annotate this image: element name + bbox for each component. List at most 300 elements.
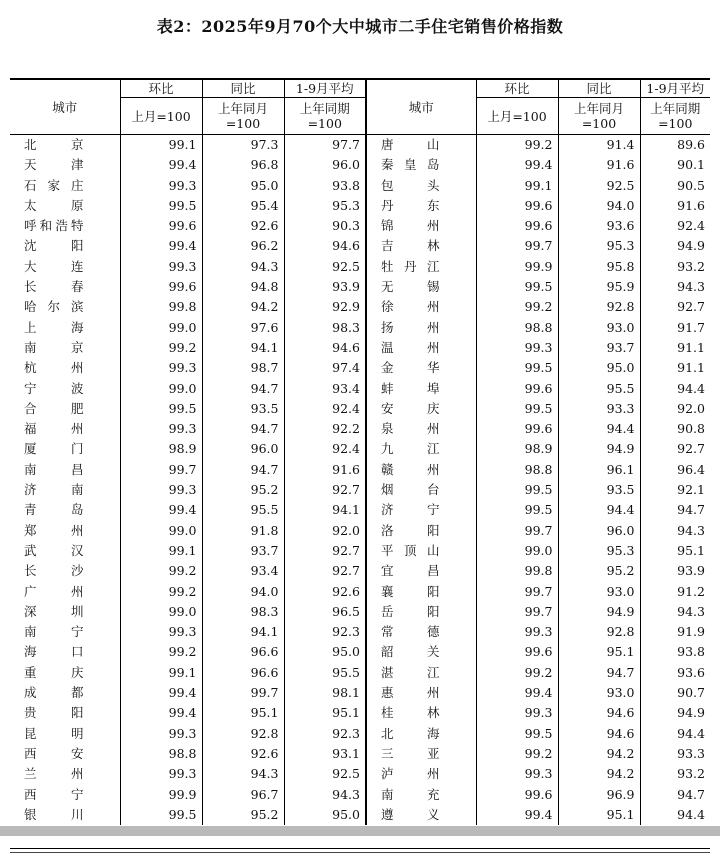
mom-value-left: 98.8 xyxy=(120,744,202,764)
yoy-value-left: 94.3 xyxy=(202,257,284,277)
yoy-value-right: 95.2 xyxy=(558,561,640,581)
avg-value-right: 96.4 xyxy=(640,460,710,480)
mom-value-left: 99.3 xyxy=(120,358,202,378)
table-header xyxy=(10,79,710,135)
mom-value-right: 99.3 xyxy=(476,338,558,358)
mom-value-left: 99.2 xyxy=(120,642,202,662)
avg-value-left: 90.3 xyxy=(284,216,366,236)
yoy-value-right: 93.3 xyxy=(558,399,640,419)
avg-value-right: 93.9 xyxy=(640,561,710,581)
yoy-value-right: 93.5 xyxy=(558,480,640,500)
table-body xyxy=(10,135,710,826)
table-row xyxy=(10,257,710,277)
table-row xyxy=(10,460,710,480)
mom-value-right: 99.6 xyxy=(476,196,558,216)
yoy-value-left: 95.2 xyxy=(202,805,284,825)
city-name-left: 太原 xyxy=(24,197,84,213)
avg-value-left: 92.4 xyxy=(284,439,366,459)
avg-value-right: 90.1 xyxy=(640,155,710,175)
avg-value-left: 94.1 xyxy=(284,500,366,520)
header-city-left: 城市 xyxy=(10,79,120,135)
city-name-right: 平顶山 xyxy=(366,541,476,561)
mom-value-left: 99.3 xyxy=(120,724,202,744)
yoy-value-left: 97.6 xyxy=(202,318,284,338)
mom-value-left: 99.1 xyxy=(120,663,202,683)
avg-value-left: 93.8 xyxy=(284,176,366,196)
table-title: 表2：2025年9月70个大中城市二手住宅销售价格指数 xyxy=(156,17,564,36)
mom-value-right: 99.6 xyxy=(476,379,558,399)
mom-value-left: 99.0 xyxy=(120,379,202,399)
yoy-value-right: 96.9 xyxy=(558,785,640,805)
city-name-left: 西安 xyxy=(24,745,84,761)
avg-value-left: 92.7 xyxy=(284,480,366,500)
mom-value-right: 99.2 xyxy=(476,135,558,156)
yoy-value-left: 98.7 xyxy=(202,358,284,378)
mom-value-left: 99.7 xyxy=(120,460,202,480)
yoy-value-right: 94.9 xyxy=(558,602,640,622)
yoy-value-left: 96.8 xyxy=(202,155,284,175)
yoy-value-right: 94.2 xyxy=(558,764,640,784)
yoy-value-left: 93.7 xyxy=(202,541,284,561)
city-name-left: 哈尔滨 xyxy=(24,299,84,315)
city-name-left: 长春 xyxy=(24,279,84,295)
city-name-right: 牡丹江 xyxy=(366,257,476,277)
yoy-value-right: 94.4 xyxy=(558,500,640,520)
mom-value-left: 99.5 xyxy=(120,196,202,216)
city-name-left: 深圳 xyxy=(24,603,84,619)
city-name-left: 兰州 xyxy=(24,766,84,782)
city-name-right: 济宁 xyxy=(366,500,476,520)
mom-value-left: 99.0 xyxy=(120,318,202,338)
city-name-right: 南充 xyxy=(366,785,476,805)
city-name-right: 无锡 xyxy=(366,277,476,297)
city-name-left: 南宁 xyxy=(24,624,84,640)
table-row xyxy=(10,480,710,500)
avg-value-right: 94.7 xyxy=(640,500,710,520)
avg-value-right: 91.1 xyxy=(640,358,710,378)
yoy-value-left: 94.1 xyxy=(202,338,284,358)
yoy-value-right: 94.4 xyxy=(558,419,640,439)
city-name-left: 上海 xyxy=(24,319,84,335)
city-name-left: 石家庄 xyxy=(24,177,84,193)
avg-value-right: 91.7 xyxy=(640,318,710,338)
mom-value-right: 99.3 xyxy=(476,622,558,642)
avg-value-right: 94.4 xyxy=(640,379,710,399)
mom-value-right: 99.2 xyxy=(476,744,558,764)
yoy-value-left: 93.5 xyxy=(202,399,284,419)
table-row xyxy=(10,277,710,297)
mom-value-left: 99.4 xyxy=(120,155,202,175)
yoy-value-left: 94.7 xyxy=(202,460,284,480)
header-avg-left: 1-9月平均 xyxy=(284,79,366,98)
avg-value-left: 95.5 xyxy=(284,663,366,683)
city-name-left: 广州 xyxy=(24,583,84,599)
yoy-value-right: 93.0 xyxy=(558,582,640,602)
city-name-right: 徐州 xyxy=(366,297,476,317)
mom-value-right: 99.2 xyxy=(476,297,558,317)
yoy-value-right: 96.1 xyxy=(558,460,640,480)
mom-value-right: 99.5 xyxy=(476,358,558,378)
mom-value-left: 99.1 xyxy=(120,541,202,561)
header-mom-right: 环比 xyxy=(476,79,558,98)
city-name-left: 济南 xyxy=(24,482,84,498)
yoy-value-left: 94.3 xyxy=(202,764,284,784)
avg-value-right: 93.8 xyxy=(640,642,710,662)
avg-value-left: 94.3 xyxy=(284,785,366,805)
city-name-right: 宜昌 xyxy=(366,561,476,581)
city-name-right: 岳阳 xyxy=(366,602,476,622)
city-name-left: 海口 xyxy=(24,644,84,660)
avg-value-left: 95.3 xyxy=(284,196,366,216)
city-name-left: 青岛 xyxy=(24,502,84,518)
city-name-right: 北海 xyxy=(366,724,476,744)
yoy-value-right: 95.1 xyxy=(558,805,640,825)
mom-value-right: 99.5 xyxy=(476,399,558,419)
table-row xyxy=(10,236,710,256)
city-name-right: 洛阳 xyxy=(366,521,476,541)
city-name-left: 长沙 xyxy=(24,563,84,579)
avg-value-left: 94.6 xyxy=(284,236,366,256)
mom-value-left: 99.1 xyxy=(120,135,202,156)
header-avg-base-right: 上年同期=100 xyxy=(640,98,710,135)
city-name-right: 赣州 xyxy=(366,460,476,480)
table-row xyxy=(10,541,710,561)
avg-value-left: 92.4 xyxy=(284,399,366,419)
mom-value-left: 99.9 xyxy=(120,785,202,805)
avg-value-right: 93.6 xyxy=(640,663,710,683)
mom-value-left: 99.2 xyxy=(120,561,202,581)
mom-value-right: 99.5 xyxy=(476,277,558,297)
table-row xyxy=(10,318,710,338)
avg-value-right: 94.9 xyxy=(640,236,710,256)
page-break-bar xyxy=(0,826,720,836)
yoy-value-right: 94.9 xyxy=(558,439,640,459)
city-name-right: 蚌埠 xyxy=(366,379,476,399)
yoy-value-right: 95.1 xyxy=(558,642,640,662)
mom-value-left: 99.2 xyxy=(120,582,202,602)
avg-value-right: 90.7 xyxy=(640,683,710,703)
avg-value-left: 92.5 xyxy=(284,764,366,784)
yoy-value-left: 96.6 xyxy=(202,642,284,662)
city-name-right: 温州 xyxy=(366,338,476,358)
yoy-value-right: 93.0 xyxy=(558,318,640,338)
table-row xyxy=(10,439,710,459)
table-row xyxy=(10,176,710,196)
yoy-value-right: 94.6 xyxy=(558,703,640,723)
mom-value-left: 99.4 xyxy=(120,236,202,256)
city-name-right: 安庆 xyxy=(366,399,476,419)
avg-value-left: 91.6 xyxy=(284,460,366,480)
mom-value-left: 99.0 xyxy=(120,602,202,622)
avg-value-right: 91.1 xyxy=(640,338,710,358)
yoy-value-left: 92.6 xyxy=(202,216,284,236)
table-row xyxy=(10,297,710,317)
city-name-left: 西宁 xyxy=(24,786,84,802)
mom-value-left: 99.3 xyxy=(120,419,202,439)
yoy-value-left: 99.7 xyxy=(202,683,284,703)
avg-value-right: 93.2 xyxy=(640,764,710,784)
table-row xyxy=(10,805,710,825)
mom-value-right: 99.7 xyxy=(476,602,558,622)
city-name-left: 福州 xyxy=(24,421,84,437)
mom-value-left: 99.3 xyxy=(120,622,202,642)
table-row xyxy=(10,135,710,156)
city-name-right: 韶关 xyxy=(366,642,476,662)
city-name-right: 桂林 xyxy=(366,703,476,723)
bottom-rule xyxy=(10,848,710,849)
yoy-value-right: 91.4 xyxy=(558,135,640,156)
yoy-value-left: 97.3 xyxy=(202,135,284,156)
yoy-value-right: 95.0 xyxy=(558,358,640,378)
city-name-left: 呼和浩特 xyxy=(24,218,84,234)
city-name-left: 成都 xyxy=(24,685,84,701)
mom-value-right: 99.8 xyxy=(476,561,558,581)
city-name-left: 合肥 xyxy=(24,400,84,416)
city-name-right: 遵义 xyxy=(366,805,476,825)
yoy-value-right: 95.9 xyxy=(558,277,640,297)
table-row xyxy=(10,379,710,399)
mom-value-right: 98.8 xyxy=(476,318,558,338)
table-row xyxy=(10,663,710,683)
yoy-value-right: 95.5 xyxy=(558,379,640,399)
yoy-value-right: 95.3 xyxy=(558,541,640,561)
city-name-left: 武汉 xyxy=(24,542,84,558)
table-row xyxy=(10,622,710,642)
avg-value-left: 93.9 xyxy=(284,277,366,297)
mom-value-left: 99.2 xyxy=(120,338,202,358)
mom-value-right: 99.5 xyxy=(476,480,558,500)
avg-value-right: 94.4 xyxy=(640,724,710,744)
city-name-right: 扬州 xyxy=(366,318,476,338)
table-row xyxy=(10,683,710,703)
avg-value-right: 92.0 xyxy=(640,399,710,419)
city-name-left: 郑州 xyxy=(24,522,84,538)
avg-value-left: 92.6 xyxy=(284,582,366,602)
table-row xyxy=(10,703,710,723)
city-name-left: 沈阳 xyxy=(24,238,84,254)
yoy-value-right: 93.0 xyxy=(558,683,640,703)
city-name-left: 杭州 xyxy=(24,360,84,376)
city-name-right: 泸州 xyxy=(366,764,476,784)
table-row xyxy=(10,399,710,419)
mom-value-right: 99.2 xyxy=(476,663,558,683)
yoy-value-left: 94.1 xyxy=(202,622,284,642)
city-name-right: 惠州 xyxy=(366,683,476,703)
yoy-value-right: 92.8 xyxy=(558,622,640,642)
yoy-value-left: 94.8 xyxy=(202,277,284,297)
city-name-right: 唐山 xyxy=(366,135,476,156)
mom-value-left: 99.8 xyxy=(120,297,202,317)
header-yoy-right: 同比 xyxy=(558,79,640,98)
table-row xyxy=(10,764,710,784)
mom-value-right: 99.7 xyxy=(476,521,558,541)
price-index-table xyxy=(10,78,710,825)
avg-value-left: 93.1 xyxy=(284,744,366,764)
table-row xyxy=(10,500,710,520)
city-name-left: 大连 xyxy=(24,258,84,274)
yoy-value-right: 91.6 xyxy=(558,155,640,175)
mom-value-right: 98.8 xyxy=(476,460,558,480)
header-yoy-left: 同比 xyxy=(202,79,284,98)
avg-value-right: 91.2 xyxy=(640,582,710,602)
yoy-value-left: 95.2 xyxy=(202,480,284,500)
table-row xyxy=(10,724,710,744)
city-name-right: 金华 xyxy=(366,358,476,378)
yoy-value-left: 96.6 xyxy=(202,663,284,683)
mom-value-right: 99.0 xyxy=(476,541,558,561)
table-row xyxy=(10,419,710,439)
city-name-left: 贵阳 xyxy=(24,705,84,721)
yoy-value-right: 95.3 xyxy=(558,236,640,256)
avg-value-right: 92.1 xyxy=(640,480,710,500)
avg-value-right: 94.3 xyxy=(640,602,710,622)
avg-value-left: 98.3 xyxy=(284,318,366,338)
avg-value-right: 94.3 xyxy=(640,521,710,541)
yoy-value-left: 95.0 xyxy=(202,176,284,196)
avg-value-right: 90.5 xyxy=(640,176,710,196)
avg-value-right: 93.3 xyxy=(640,744,710,764)
avg-value-right: 95.1 xyxy=(640,541,710,561)
avg-value-right: 90.8 xyxy=(640,419,710,439)
mom-value-left: 99.0 xyxy=(120,521,202,541)
city-name-left: 重庆 xyxy=(24,664,84,680)
avg-value-left: 95.1 xyxy=(284,703,366,723)
yoy-value-right: 94.2 xyxy=(558,744,640,764)
header-avg-base-left: 上年同期=100 xyxy=(284,98,366,135)
mom-value-left: 99.4 xyxy=(120,703,202,723)
city-name-left: 北京 xyxy=(24,137,84,152)
avg-value-left: 92.0 xyxy=(284,521,366,541)
avg-value-left: 97.7 xyxy=(284,135,366,156)
mom-value-right: 99.5 xyxy=(476,724,558,744)
mom-value-right: 99.4 xyxy=(476,155,558,175)
city-name-left: 银川 xyxy=(24,806,84,822)
avg-value-right: 89.6 xyxy=(640,135,710,156)
mom-value-left: 99.3 xyxy=(120,176,202,196)
mom-value-left: 99.3 xyxy=(120,764,202,784)
avg-value-left: 92.5 xyxy=(284,257,366,277)
table-row xyxy=(10,196,710,216)
mom-value-left: 99.3 xyxy=(120,257,202,277)
city-name-left: 昆明 xyxy=(24,725,84,741)
yoy-value-right: 96.0 xyxy=(558,521,640,541)
city-name-right: 泉州 xyxy=(366,419,476,439)
table-row xyxy=(10,521,710,541)
city-name-right: 锦州 xyxy=(366,216,476,236)
yoy-value-left: 93.4 xyxy=(202,561,284,581)
yoy-value-right: 92.8 xyxy=(558,297,640,317)
mom-value-right: 99.3 xyxy=(476,764,558,784)
table-row xyxy=(10,155,710,175)
table-row xyxy=(10,785,710,805)
avg-value-left: 92.9 xyxy=(284,297,366,317)
yoy-value-left: 95.1 xyxy=(202,703,284,723)
avg-value-left: 96.5 xyxy=(284,602,366,622)
avg-value-right: 91.6 xyxy=(640,196,710,216)
avg-value-left: 92.7 xyxy=(284,561,366,581)
yoy-value-right: 94.7 xyxy=(558,663,640,683)
mom-value-right: 99.9 xyxy=(476,257,558,277)
mom-value-right: 99.7 xyxy=(476,582,558,602)
mom-value-right: 99.4 xyxy=(476,805,558,825)
mom-value-left: 98.9 xyxy=(120,439,202,459)
table-row xyxy=(10,582,710,602)
city-name-right: 丹东 xyxy=(366,196,476,216)
header-city-right: 城市 xyxy=(366,79,476,135)
city-name-right: 襄阳 xyxy=(366,582,476,602)
avg-value-left: 93.4 xyxy=(284,379,366,399)
mom-value-right: 99.1 xyxy=(476,176,558,196)
city-name-right: 包头 xyxy=(366,176,476,196)
mom-value-left: 99.5 xyxy=(120,805,202,825)
table-row xyxy=(10,602,710,622)
table-row xyxy=(10,561,710,581)
avg-value-right: 94.9 xyxy=(640,703,710,723)
avg-value-right: 94.4 xyxy=(640,805,710,825)
bottom-rule-secondary xyxy=(10,852,710,853)
table-row xyxy=(10,216,710,236)
avg-value-right: 94.7 xyxy=(640,785,710,805)
avg-value-right: 92.4 xyxy=(640,216,710,236)
yoy-value-right: 94.0 xyxy=(558,196,640,216)
avg-value-left: 95.0 xyxy=(284,805,366,825)
mom-value-right: 99.4 xyxy=(476,683,558,703)
avg-value-right: 92.7 xyxy=(640,439,710,459)
header-mom-base-right: 上月=100 xyxy=(476,98,558,135)
avg-value-left: 92.7 xyxy=(284,541,366,561)
city-name-right: 九江 xyxy=(366,439,476,459)
city-name-left: 南昌 xyxy=(24,461,84,477)
yoy-value-left: 91.8 xyxy=(202,521,284,541)
table-row xyxy=(10,358,710,378)
header-mom-base-left: 上月=100 xyxy=(120,98,202,135)
city-name-left: 天津 xyxy=(24,157,84,173)
header-avg-right: 1-9月平均 xyxy=(640,79,710,98)
yoy-value-left: 92.6 xyxy=(202,744,284,764)
yoy-value-left: 95.4 xyxy=(202,196,284,216)
avg-value-left: 96.0 xyxy=(284,155,366,175)
city-name-left: 宁波 xyxy=(24,380,84,396)
header-yoy-base-right: 上年同月=100 xyxy=(558,98,640,135)
avg-value-right: 93.2 xyxy=(640,257,710,277)
city-name-right: 常德 xyxy=(366,622,476,642)
mom-value-left: 99.5 xyxy=(120,399,202,419)
mom-value-right: 99.5 xyxy=(476,500,558,520)
city-name-right: 秦皇岛 xyxy=(366,155,476,175)
yoy-value-left: 96.2 xyxy=(202,236,284,256)
yoy-value-right: 92.5 xyxy=(558,176,640,196)
table-row xyxy=(10,642,710,662)
yoy-value-right: 94.6 xyxy=(558,724,640,744)
yoy-value-left: 94.2 xyxy=(202,297,284,317)
city-name-right: 吉林 xyxy=(366,236,476,256)
avg-value-left: 95.0 xyxy=(284,642,366,662)
mom-value-right: 99.6 xyxy=(476,216,558,236)
yoy-value-right: 95.8 xyxy=(558,257,640,277)
city-name-right: 湛江 xyxy=(366,663,476,683)
yoy-value-left: 95.5 xyxy=(202,500,284,520)
mom-value-left: 99.6 xyxy=(120,277,202,297)
header-yoy-base-left: 上年同月=100 xyxy=(202,98,284,135)
mom-value-right: 99.6 xyxy=(476,642,558,662)
city-name-left: 厦门 xyxy=(24,441,84,457)
avg-value-right: 92.7 xyxy=(640,297,710,317)
header-mom-left: 环比 xyxy=(120,79,202,98)
yoy-value-left: 96.7 xyxy=(202,785,284,805)
mom-value-left: 99.3 xyxy=(120,480,202,500)
yoy-value-right: 93.7 xyxy=(558,338,640,358)
mom-value-left: 99.4 xyxy=(120,500,202,520)
